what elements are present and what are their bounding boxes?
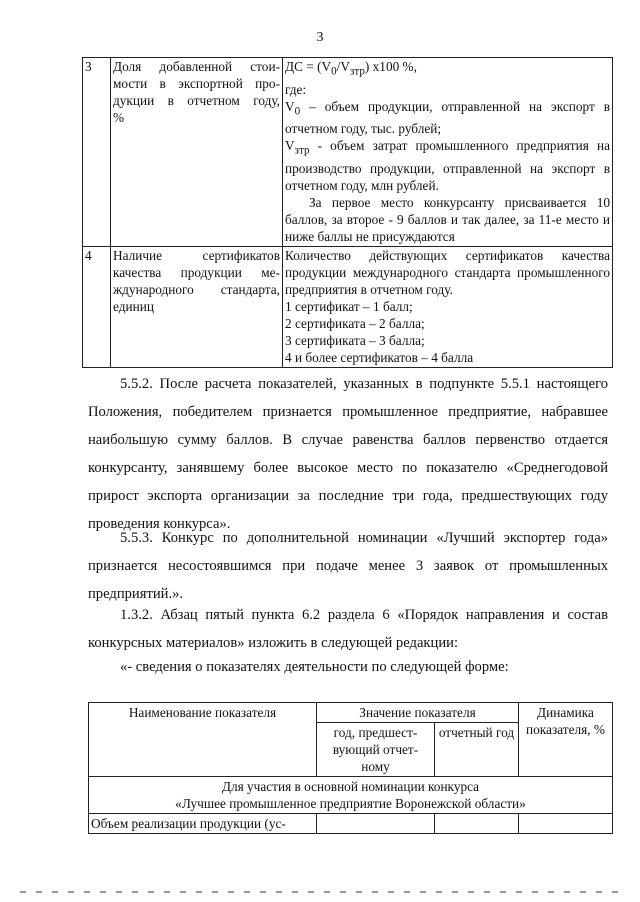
name-line: дукции в отчетном году, bbox=[113, 93, 280, 108]
row-label: Объем реализации продукции (ус- bbox=[89, 814, 317, 834]
header-value: Значение показателя bbox=[317, 703, 519, 723]
vztr-definition: $V_{зтр}$ - объем затрат промышленного предприятия на производство продукции, отправленной на экспорт в отчетном году, млн рублей. bbox=[285, 138, 610, 193]
name-line: единиц bbox=[113, 298, 154, 314]
list-item: 1 сертификат – 1 балл; bbox=[285, 298, 413, 314]
name-line: Наличие сертификатов bbox=[113, 247, 280, 263]
section-title: Для участия в основной номинации конкурса «Лучшее промышленное предприятие Воронежской области» bbox=[89, 777, 613, 814]
table-header-row bbox=[89, 703, 613, 723]
subheader-previous-year: год, предшест- вующий отчет- ному bbox=[317, 723, 435, 777]
where-label: где: bbox=[285, 81, 307, 97]
paragraph-5-5-3: 5.5.3. Конкурс по дополнительной номинации «Лучший экспортер года» признается несостоявшимся при подаче менее 3 заявок от промышленных предприятий.». bbox=[88, 530, 608, 602]
description-text: Количество действующих сертификатов качества продукции международного стандарта промышленного предприятия в отчетном году. bbox=[285, 247, 610, 297]
table-row bbox=[83, 58, 613, 247]
row-number: 4 bbox=[83, 246, 111, 367]
table-row bbox=[89, 814, 613, 834]
quote-paragraph: «- сведения о показателях деятельности по следующей форме: bbox=[120, 659, 509, 675]
table-row bbox=[83, 246, 613, 367]
paragraph-5-5-2: 5.5.2. После расчета показателей, указанных в подпункте 5.5.1 настоящего Положения, победителем признается промышленное предприятие, набравшее наибольшую сумму баллов. В случае равенства баллов первенство отдается конкурсанту, занявшему более высокое место по показателю «Среднегодовой прирост экспорта организации за последние три года, предшествующих году проведения конкурса». bbox=[88, 376, 608, 532]
indicator-formula bbox=[283, 58, 613, 247]
header-dynamics: Динамика показателя, % bbox=[519, 703, 613, 777]
cell-empty bbox=[317, 814, 435, 834]
paragraph-1-3-2: 1.3.2. Абзац пятый пункта 6.2 раздела 6 «Порядок направления и состав конкурсных материалов» изложить в следующей редакции: bbox=[88, 607, 608, 651]
indicators-form-table bbox=[88, 702, 613, 834]
list-item: 2 сертификата – 2 балла; bbox=[285, 315, 425, 331]
indicator-name bbox=[111, 246, 283, 367]
indicator-name bbox=[111, 58, 283, 247]
name-line: % bbox=[113, 110, 125, 125]
name-line: мости в экспортной про- bbox=[113, 76, 280, 91]
formula: ДС = $(V_0/V_{зтр})$ х100 %, bbox=[285, 59, 417, 78]
list-item: 4 и более сертификатов – 4 балла bbox=[285, 349, 474, 365]
subheader-report-year: отчетный год bbox=[435, 723, 519, 777]
header-indicator: Наименование показателя bbox=[89, 703, 317, 777]
list-item: 3 сертификата – 3 балла; bbox=[285, 332, 425, 348]
indicator-description bbox=[283, 246, 613, 367]
cell-empty bbox=[519, 814, 613, 834]
page-number: 3 bbox=[316, 30, 324, 45]
name-line: Доля добавленной стои- bbox=[113, 59, 280, 74]
table-section-row bbox=[89, 777, 613, 814]
scoring-rule: За первое место конкурсанту присваивается 10 баллов, за второе - 9 баллов и так далее, за 11-е место и ниже баллы не присуждаются bbox=[285, 194, 610, 244]
name-line: ждународного стандарта, bbox=[113, 281, 280, 297]
name-line: качества продукции ме- bbox=[113, 264, 280, 280]
criteria-table bbox=[82, 57, 613, 368]
row-number: 3 bbox=[83, 58, 111, 247]
cell-empty bbox=[435, 814, 519, 834]
scan-edge-divider bbox=[20, 891, 620, 893]
v0-definition: $V_0$ – объем продукции, отправленной на экспорт в отчетном году, тыс. рублей; bbox=[285, 98, 610, 137]
